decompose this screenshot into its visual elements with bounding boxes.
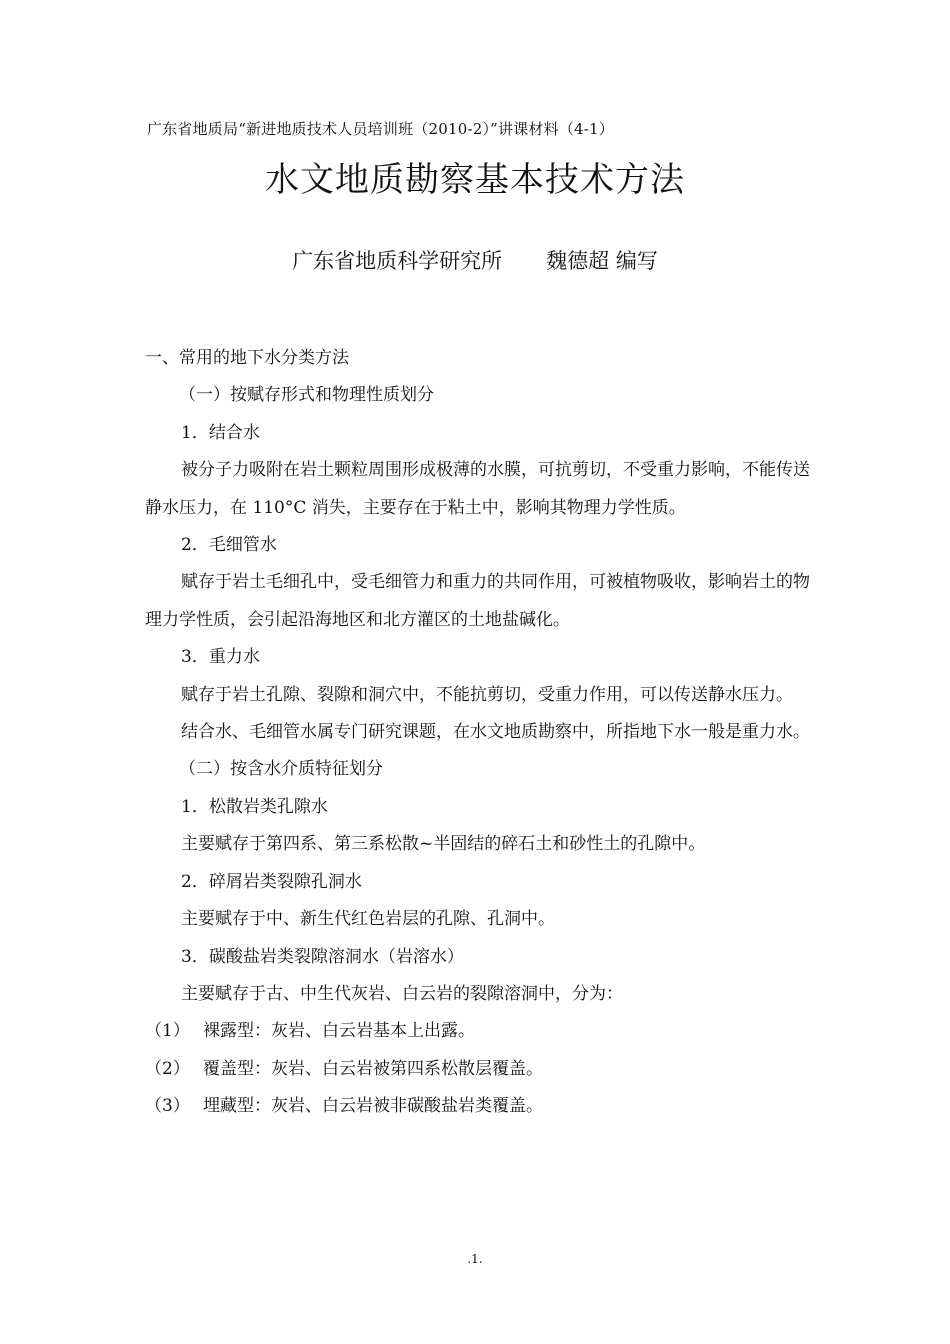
paragraph: 被分子力吸附在岩土颗粒周围形成极薄的水膜，可抗剪切，不受重力影响，不能传送静水压力，在 110°C 消失，主要存在于粘土中，影响其物理力学性质。 [145,460,810,518]
document-body [145,340,810,1126]
section-heading: 一、常用的地下水分类方法 [145,348,349,368]
list-item-number: （3） [145,1096,190,1117]
author-organization: 广东省地质科学研究所 [292,249,503,273]
list-item-text: 裸露型：灰岩、白云岩基本上出露。 [203,1021,475,1042]
item-heading: 3．碳酸盐岩类裂隙溶洞水（岩溶水） [181,946,464,967]
item-heading: 2．毛细管水 [181,535,277,556]
page-number: .1. [467,1252,483,1266]
item-heading: 1．结合水 [181,422,260,443]
list-item-number: （2） [145,1058,190,1079]
paragraph: 主要赋存于中、新生代红色岩层的孔隙、孔洞中。 [181,909,555,930]
paragraph: 结合水、毛细管水属专门研究课题，在水文地质勘察中，所指地下水一般是重力水。 [181,722,810,743]
list-item-text: 埋藏型：灰岩、白云岩被非碳酸盐岩类覆盖。 [203,1096,543,1117]
item-heading: 3．重力水 [181,647,260,668]
document-title: 水文地质勘察基本技术方法 [265,160,685,200]
paragraph: 主要赋存于古、中生代灰岩、白云岩的裂隙溶洞中，分为： [181,983,623,1004]
subsection-heading: （二）按含水介质特征划分 [179,759,383,780]
list-item [145,1013,810,1050]
item-heading: 1．松散岩类孔隙水 [181,796,328,817]
paragraph: 赋存于岩土孔隙、裂隙和洞穴中，不能抗剪切，受重力作用，可以传送静水压力。 [181,684,793,705]
author-name: 魏德超 编写 [546,249,658,273]
paragraph: 主要赋存于第四系、第三系松散~半固结的碎石土和砂性土的孔隙中。 [181,834,706,855]
list-item [145,1088,810,1125]
list-item-number: （1） [145,1021,190,1042]
list-item [145,1051,810,1088]
paragraph: 赋存于岩土毛细孔中，受毛细管力和重力的共同作用，可被植物吸收，影响岩土的物理力学性质，会引起沿海地区和北方灌区的土地盐碱化。 [145,572,810,630]
subsection-heading: （一）按赋存形式和物理性质划分 [179,385,434,406]
list-item-text: 覆盖型：灰岩、白云岩被第四系松散层覆盖。 [203,1058,543,1079]
author-line [0,245,950,275]
item-heading: 2．碎屑岩类裂隙孔洞水 [181,871,362,892]
course-material-header: 广东省地质局“新进地质技术人员培训班（2010-2）”讲课材料（4-1） [147,120,614,138]
